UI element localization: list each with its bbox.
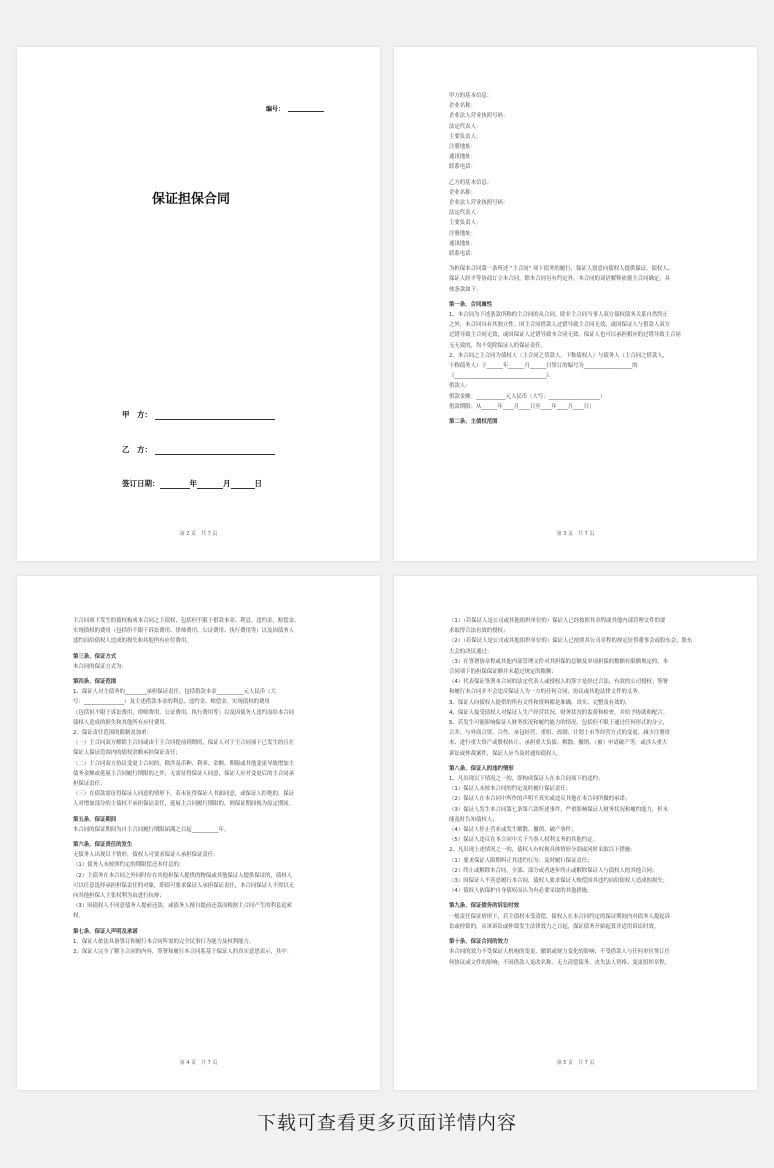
text-line: 本、进行重大资产或股权转让、承担重大负债、解散、撤销、（被）申请破产等，或涉入重大 xyxy=(449,740,668,747)
document-title: 保证担保合同 xyxy=(152,192,231,207)
section-heading: 第八条、保证人的违约情形 xyxy=(449,765,514,772)
text-line: 一般责任保证情形下，若主债权未受清偿，债权人在本合同约定的保证期间内对债务人提起诉 xyxy=(449,913,671,920)
text-line: 借款人： xyxy=(449,383,471,390)
party-a-row xyxy=(122,409,275,420)
page-footer: 第 3 页 共 7 页 xyxy=(556,531,595,537)
text-line: 主要负责人： xyxy=(449,133,482,140)
day-blank xyxy=(231,480,255,489)
text-line: （4）债权人依保护自身债权而认为有必要采取的其他措施。 xyxy=(449,888,593,895)
page-cover xyxy=(17,47,380,561)
sign-date-label: 签订日期： xyxy=(122,479,160,488)
download-caption: 下载可查看更多页面详情内容 xyxy=(256,1112,517,1134)
month-blank xyxy=(197,480,223,489)
text-line: 法定代表人： xyxy=(449,123,482,130)
text-line: 企业名称： xyxy=(449,103,476,110)
text-line: 通讯地址： xyxy=(449,154,476,161)
text-line: （2）终止或解除本合同，全部、部分或者逐步终止或解除保证人与债权人的其他合同； xyxy=(449,867,658,874)
text-line: 本合同的保证期间为自主合同履行期限届满之日起__________年。 xyxy=(73,826,230,833)
text-line: （4）保证人停止营业或发生解散、撤销、破产事件； xyxy=(449,827,577,834)
text-line: 5、若发生可能影响保证人财务状况和履约能力的情况，包括但不限于通过任何形式的分立、 xyxy=(449,720,669,727)
text-line: 合并、与外商合资、合作、承包经营、重组、改制、计划上市等经营方式的变更，减少注册资 xyxy=(449,730,671,737)
text-line: （二）主合同双方协议变更主合同的，除涉及币种、利率、金额、期限或其他变更导致增加主 xyxy=(73,760,295,767)
text-line: 联系电话： xyxy=(449,164,476,171)
text-line: （1）债务人未按照约定的期限偿还本付息的； xyxy=(73,862,185,869)
text-line: 实现债权的费用（包括但不限于诉讼费用、律师费用、公证费用、执行费用等）以及因债务人 xyxy=(73,628,295,635)
text-line: 2、本合同之主合同为债权人（主合同之贷款人，下称债权人）与债务人（主合同之借款人， xyxy=(449,352,669,359)
text-line: 2、保证人完全了解主合同的内容，签署和履行本合同系基于保证人的真实意思表示，其中： xyxy=(73,949,293,956)
party-a-label: 甲 方： xyxy=(122,410,152,419)
page-footer: 第 4 页 共 7 页 xyxy=(179,1060,218,1066)
text-line: 通讯地址： xyxy=(449,240,476,247)
text-line: 过错导致主合同无效，或因保证人过错导致本合同无效，保证人也可以承担相应的过错导致主合同 xyxy=(449,332,681,339)
sign-date-row xyxy=(122,478,262,489)
text-line: 债权人造成的损失和其他所有应付费用。 xyxy=(73,719,171,726)
text-line: 法定代表人： xyxy=(449,210,482,217)
section-heading: 第四条、保证范围 xyxy=(73,679,117,686)
text-line: 合同项下的担保保证额并未超过规定的限额； xyxy=(449,669,557,676)
page-footer: 第 5 页 共 7 页 xyxy=(556,1060,595,1066)
text-line: 主要负责人： xyxy=(449,220,482,227)
text-line: 4、保证人接受债权人对保证人生产经营状况、财务状况的监督和检查，并给予协助和配合。 xyxy=(449,709,669,716)
text-line: 违约而给债权人造成的损失和其他所有应付费用。 xyxy=(73,638,192,645)
text-line: （3）在签署协章程或其他内部管理文件对其担保的总额及单项担保的数额有限额规定的，本 xyxy=(449,658,669,665)
text-line: （1）（若保证人是公司或其他组织单位的）保证人已经按照其章程或其他内部管理文件的要 xyxy=(449,618,666,624)
year-blank xyxy=(160,480,190,489)
text-line: （一）主合同双方解除主合同或由于主合同提前到期的，保证人对于主合同项下已发生的且在 xyxy=(73,740,295,747)
text-line: 1、保证人对主债务的________承担保证责任。包括借款本金__________元人民币（大 xyxy=(73,689,276,696)
text-line: 主合同项下发生的债权构成本合同之主债权，包括但不限于借款本金、利息、违约金、赔偿金、 xyxy=(73,618,300,624)
text-line: （3）保证人发生本合同第七条第六款所述事件，严重影响保证人财务状况和履约能力，但未 xyxy=(449,806,669,813)
text-line: 和履行本合同并不会违反保证人为一方的任何合同、协议或其他法律文件的义务。 xyxy=(449,689,644,696)
text-line: （3）因保证人不善意履行本合同，债权人要求保证人赔偿因其违约而给债权人造成的损失； xyxy=(449,878,669,885)
text-line: 下称债务人）于______年______月______日签订的编号为__________________的 xyxy=(449,363,638,370)
month-label: 月 xyxy=(223,479,231,488)
text-line: 体条款如下： xyxy=(449,286,482,293)
party-b-blank xyxy=(155,446,275,455)
text-line: 保证人经平等协商订立本合同。除本合同另有约定外，本合同的词语解释依据主合同确定，具 xyxy=(449,276,671,283)
text-line: 向其他担保人主张权利为由进行抗辩； xyxy=(73,893,165,900)
text-line: 借款金额：___________元人民币（大写：___________________） xyxy=(449,393,606,400)
text-line: 企业法人营业执照号码： xyxy=(449,200,509,207)
day-label: 日 xyxy=(254,479,262,488)
text-line: 债务金额或延展主合同履行期限的之外，无需征得保证人同意，保证人应对变更后的主合同承 xyxy=(73,770,295,777)
text-line: 无债务人出现以下情形，债权人可要求保证人承担保证责任： xyxy=(73,852,219,859)
text-line: （2）主债务在本合同之外同时存在其他担保人提供的物保或其他保证人提供保证的，债权人 xyxy=(73,872,293,879)
text-line: 借款期限：从______年____月____日至____年____月____日） xyxy=(449,403,595,410)
text-line: 企业名称： xyxy=(449,189,476,196)
page-guarantor-obligations xyxy=(394,576,757,1090)
text-line: 为担保本合同第一条所述 "主合同" 项下债务的履行，保证人愿意向债权人提供保证，债权人、 xyxy=(449,266,674,273)
text-line: 讼或仲裁的，从该诉讼或仲裁发生法律效力之日起，保证债务开始起算并适用诉讼时效。 xyxy=(449,923,660,930)
text-line: 可以任意选择承担担保责任的对象，即债可要求保证人承担保证责任，本合同保证人不得以无 xyxy=(73,882,295,889)
page-guarantee-terms xyxy=(17,576,380,1090)
text-line: 乙方的基本信息： xyxy=(449,179,493,186)
text-line: （4）代表保证签署本合同的法定代表人或授权人的签字是经过合法、有效的公司授权；签署 xyxy=(449,679,669,686)
text-line: （三）在债款需征得保证人同意的情形下，若未征得保证人书面同意，或保证人拒绝的，保证 xyxy=(73,791,295,798)
text-line: （3）因债权人不同意债务人提前还款，或债务人擅自提前还款而根据主合同产生的利息追索 xyxy=(73,903,293,910)
text-line: 之外，本合同具有其独立性。因主合同借款人过错导致主合同无效，或因保证人与借款人双方 xyxy=(449,322,671,329)
text-line: 注册地址： xyxy=(449,144,476,151)
section-heading: 第二条、主债权范围 xyxy=(449,419,498,426)
text-line: 何协议或文件的影响；不因借款人更改名称、无力清偿债务、丧失法人资格、变更组织章程、 xyxy=(449,959,671,966)
text-line: 甲方的基本信息： xyxy=(449,93,493,99)
page-body xyxy=(73,616,327,957)
text-line: 《__________________________________》。 xyxy=(449,373,555,380)
text-line: 权。 xyxy=(73,913,84,920)
party-b-label: 乙 方： xyxy=(122,445,152,454)
text-line: （2）保证人在本合同中所作的声明不真实或违反其他在本合同所做的承诺； xyxy=(449,796,631,803)
page-party-info xyxy=(394,47,757,561)
text-line: 保证人保证范围内的债权余额承担保证责任； xyxy=(73,750,181,757)
page-body xyxy=(449,616,703,968)
text-line: （2）（若保证人是公司或其他组织单位的）保证人已按照其公司章程的规定征得董事会或股东会、股东 xyxy=(449,638,693,645)
text-line: 求取得合法有效的授权； xyxy=(449,628,509,635)
text-line: 诉讼或仲裁案件，保证人应当及时通知债权人。 xyxy=(449,750,563,757)
text-line: （5）保证人违反在本合同中关于当事人权利义务的其他约定。 xyxy=(449,837,598,844)
text-line: 大会的决议通过； xyxy=(449,648,493,655)
text-line: 无无效的，均不免除保证人的保证责任。 xyxy=(449,342,547,349)
party-a-blank xyxy=(155,411,275,420)
section-heading: 第五条、保证期间 xyxy=(73,816,117,823)
text-line: 注册地址： xyxy=(449,230,476,237)
text-line: 本合同的保证方式为： xyxy=(73,663,127,670)
text-line: 1、保证人依法具备签订和履行本合同所需的完全民事行为能力及权利能力。 xyxy=(73,938,255,945)
section-heading: 第七条、保证人声明及承诺 xyxy=(73,928,138,935)
text-line: 能及时告知债权人； xyxy=(449,816,498,823)
section-heading: 第九条、保证债务的诉讼时效 xyxy=(449,903,520,910)
section-heading: 第十条、保证合同的效力 xyxy=(449,939,509,946)
text-line: 写：_______________）及主述借款本金的利息、违约金、赔偿金、实现债权的费用 xyxy=(73,699,270,706)
page-footer: 第 2 页 共 7 页 xyxy=(179,531,218,537)
text-line: 企业法人营业执照号码： xyxy=(449,113,509,120)
section-heading: 第三条、保证方式 xyxy=(73,653,117,660)
page-body xyxy=(449,91,703,427)
text-line: 联系电话： xyxy=(449,251,476,258)
text-line: 本合同的效力不受保证人机构的变更、撤销或财力变化的影响；不受借款人与任何单位签订任 xyxy=(449,949,671,956)
text-line: 2、凡出现上述情况之一的，债权人有权视具体情形分别或同时采取以下措施： xyxy=(449,847,636,854)
section-heading: 第六条、保证责任的发生 xyxy=(73,842,133,849)
contract-number-blank xyxy=(288,111,324,112)
text-line: （1）保证人未按本合同的约定及时履行保证责任； xyxy=(449,786,572,793)
text-line: 担保证责任； xyxy=(73,781,106,788)
text-line: 1、凡出现以下情况之一的，即构成保证人在本合同项下的违约： xyxy=(449,776,604,783)
section-heading: 第一条、合同属性 xyxy=(449,301,493,308)
party-b-row xyxy=(122,444,275,455)
year-label: 年 xyxy=(189,479,197,488)
text-line: 1、本合同为下述条款所称的主合同的从合同。除非主合同当事人双方债权债务关系自然终止 xyxy=(449,312,669,319)
text-line: 人对增加部分的主债权不承担保证责任，延展主合同履行期限的，则保证期间视为原定期间。 xyxy=(73,801,295,808)
contract-number-label: 编号： xyxy=(266,106,285,113)
text-line: （包括但不限于诉讼费用、律师费用、公证费用、执行费用等）以及因债务人违约而给本合同 xyxy=(73,709,295,716)
text-line: （1）要求保证人限期纠正其违约行为；及时履行保证责任； xyxy=(449,857,593,864)
text-line: 3、保证人向债权人提供的所有文件和资料都是准确、真实、完整及有效的。 xyxy=(449,699,631,706)
text-line: 2、保证责任范围的限制及加重： xyxy=(73,730,152,737)
